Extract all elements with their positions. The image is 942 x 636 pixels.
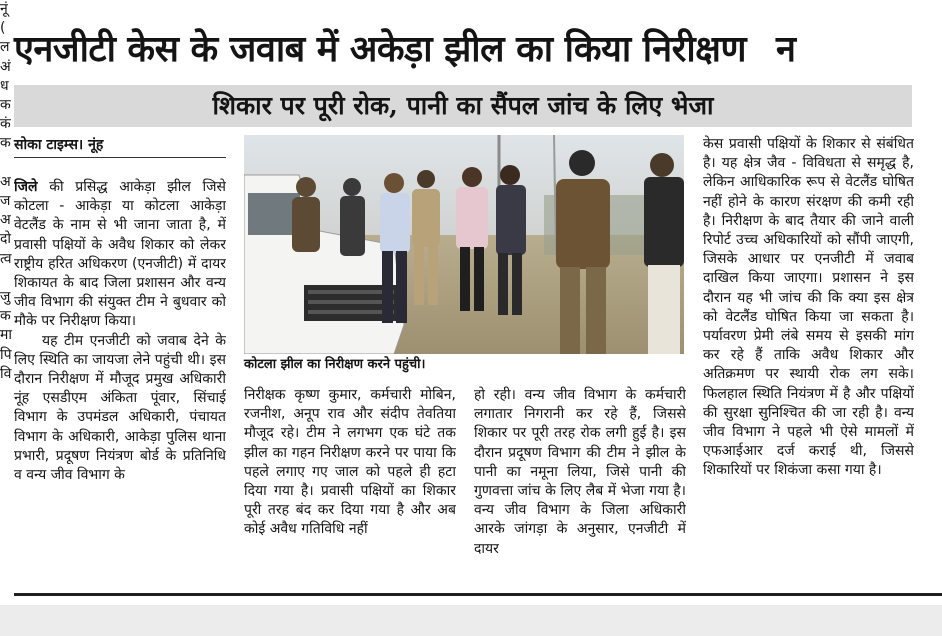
byline: सोका टाइम्स। नूंह bbox=[14, 137, 104, 153]
article-column-4 bbox=[703, 135, 914, 583]
edge-fragment: कं bbox=[0, 116, 11, 133]
byline-underline bbox=[14, 157, 226, 158]
edge-fragment: क bbox=[0, 97, 11, 114]
edge-fragment: अ bbox=[0, 212, 11, 229]
edge-fragment bbox=[0, 269, 14, 288]
headline bbox=[14, 24, 942, 74]
headline-next-article-fragment: न bbox=[776, 28, 796, 70]
inspection-photo-illustration bbox=[244, 135, 684, 354]
article-column-1 bbox=[14, 178, 226, 578]
edge-fragment: मा bbox=[0, 327, 12, 344]
edge-fragment bbox=[0, 154, 14, 173]
column-3-text: हो रही। वन्य जीव विभाग के कर्मचारी लगातार निगरानी कर रहे हैं, जिससे शिकार पर पूरी तरह रोक लगी हुई है। इस दौरान प्रदूषण विभाग की टीम ने झील के पानी का नमूना लिया, जिसे पानी की गुणवत्ता जांच के लिए लैब में भेजा गया है। वन्य जीव विभाग के जिला अधिकारी आरके जांगड़ा के अनुसार, एनजीटी में दायर bbox=[474, 387, 686, 557]
paragraph-1-body: की प्रसिद्ध आकेड़ा झील जिसे कोटला - आकेड़ा या कोटला आकेड़ा वेटलैंड के नाम से भी जाना जाता है, में प्रवासी पक्षियों के अवैध शिकार को लेकर राष्ट्रीय हरित अधिकरण (एनजीटी) में दायर शिकायत के बाद जिला प्रशासन और वन्य जीव विभाग की संयुक्त टीम ने बुधवार को मौके पर निरीक्षण किया। bbox=[14, 179, 226, 330]
edge-fragment: वि bbox=[0, 365, 12, 382]
edge-fragment: क bbox=[0, 308, 11, 325]
article-column-3 bbox=[474, 386, 686, 581]
edge-fragment: अ bbox=[0, 173, 11, 190]
article-column-2 bbox=[244, 386, 456, 581]
subheadline-bar bbox=[14, 85, 912, 127]
news-photo bbox=[244, 135, 684, 354]
edge-fragment: ज bbox=[0, 193, 11, 210]
next-article-edge-column bbox=[0, 0, 14, 448]
edge-fragment: क bbox=[0, 135, 11, 152]
edge-fragment: जु bbox=[0, 289, 11, 306]
edge-fragment: ध bbox=[0, 77, 9, 94]
headline-text: एनजीटी केस के जवाब में अकेड़ा झील का किया निरीक्षण bbox=[14, 28, 746, 70]
edge-fragment: त्व bbox=[0, 250, 12, 267]
edge-fragment: ( bbox=[0, 20, 6, 37]
edge-fragment: दो bbox=[0, 231, 12, 248]
page-bottom-band bbox=[0, 605, 942, 636]
subheadline: शिकार पर पूरी रोक, पानी का सैंपल जांच के लिए भेजा bbox=[212, 91, 714, 120]
column-4-text: केस प्रवासी पक्षियों के शिकार से संबंधित है। यह क्षेत्र जैव - विविधता से समृद्ध है, लेकिन आधिकारिक रूप से वेटलैंड घोषित नहीं होने के कारण संरक्षण की कमी रही है। निरीक्षण के बाद तैयार की जाने वाली रिपोर्ट उच्च अधिकारियों को सौंपी जाएगी, जिसके आधार पर एनजीटी में जवाब दाखिल किया जाएगा। प्रशासन ने इस दौरान यह भी जांच की कि क्या इस क्षेत्र को वेटलैंड घोषित किया जा सकता है। पर्यावरण प्रेमी लंबे समय से इसकी मांग कर रहे हैं ताकि अवैध शिकार और अतिक्रमण पर स्थायी रोक लग सके। फिलहाल स्थिति नियंत्रण में है और पक्षियों की सुरक्षा सुनिश्चित की जा रही है। वन्य जीव विभाग ने पहले भी ऐसे मामलों में एफआईआर दर्ज कराई थी, जिससे शिकारियों पर शिकंजा कसा गया है। bbox=[703, 136, 914, 479]
lead-word: जिले bbox=[14, 179, 38, 195]
column-2-text: निरीक्षक कृष्ण कुमार, कर्मचारी मोबिन, रजनीश, अनूप राव और संदीप तेवतिया मौजूद रहे। टीम ने लगभग एक घंटे तक झील का गहन निरीक्षण करने पर पाया कि पहले लगाए गए जाल को पहले ही हटा दिया गया है। प्रवासी पक्षियों का शिकार पूरी तरह बंद कर दिया गया है और अब कोई अवैध गतिविधि नहीं bbox=[244, 387, 456, 538]
paragraph-1 bbox=[14, 178, 226, 332]
photo-caption: कोटला झील का निरीक्षण करने पहुंची। bbox=[244, 357, 426, 372]
edge-fragment: नूं bbox=[0, 1, 8, 17]
edge-fragment: ल bbox=[0, 39, 10, 56]
edge-fragment: अं bbox=[0, 58, 11, 75]
paragraph-2: यह टीम एनजीटी को जवाब देने के लिए स्थिति का जायजा लेने पहुंची थी। इस दौरान निरीक्षण में मौजूद प्रमुख अधिकारी नूंह एसडीएम अंकिता पूंवार, सिंचाई विभाग के उपमंडल अधिकारी, पंचायत विभाग के अधिकारी, आकेड़ा पुलिस थाना प्रभारी, प्रदूषण नियंत्रण बोर्ड के प्रतिनिधि व वन्य जीव विभाग के bbox=[14, 332, 226, 484]
edge-fragment: पि bbox=[0, 346, 12, 363]
bottom-rule bbox=[14, 593, 942, 596]
